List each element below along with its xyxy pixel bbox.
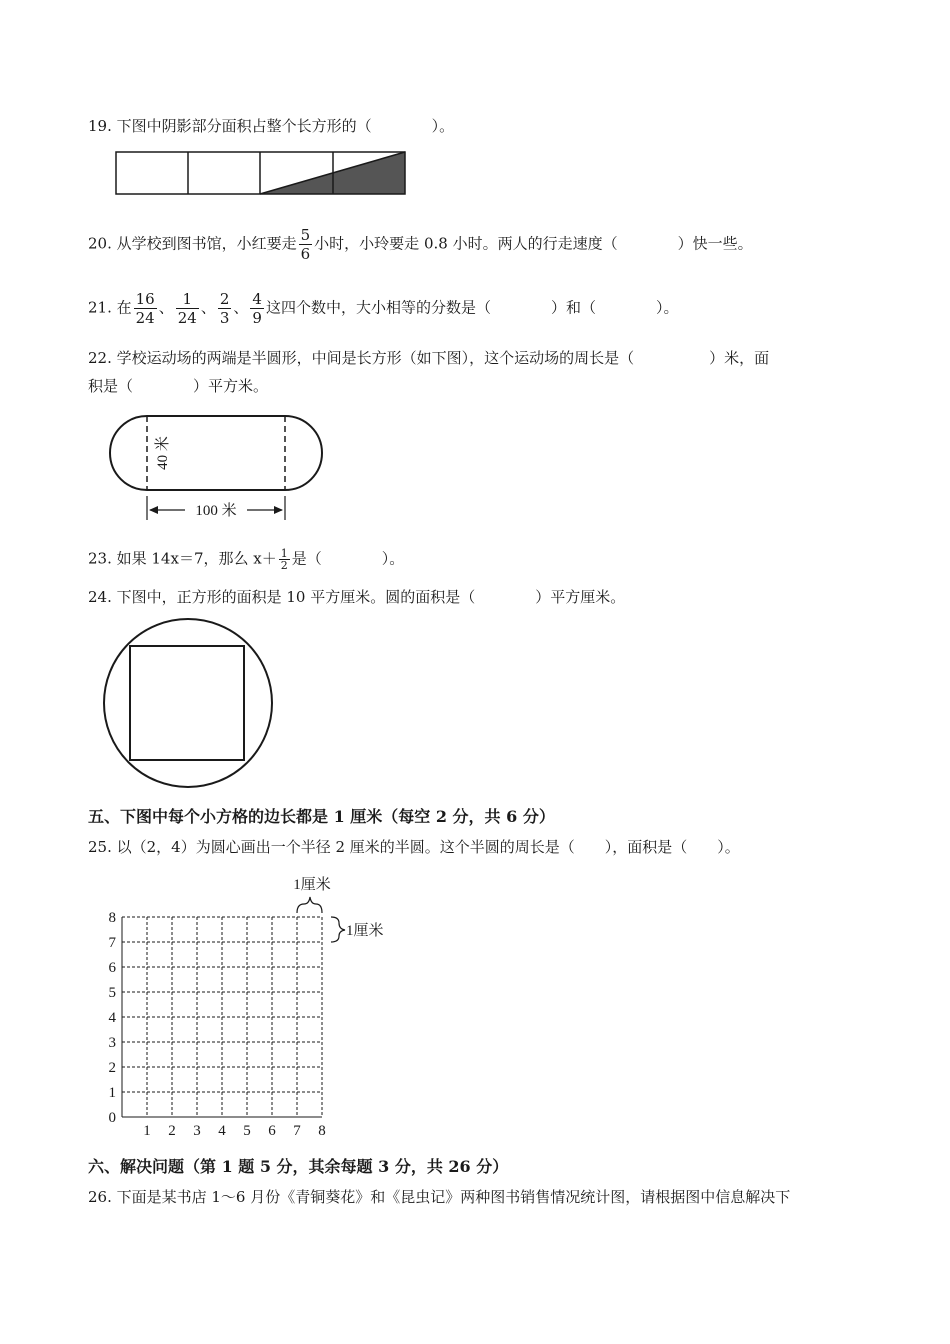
question-19: 19. 下图中阴影部分面积占整个长方形的（ ）。 (88, 117, 455, 135)
grid-x-tick-label: 7 (293, 1123, 301, 1139)
q21-sep1: 、 (158, 298, 174, 317)
q21-f2-den: 24 (177, 309, 197, 327)
grid-y-tick-label: 0 (108, 1110, 116, 1126)
q21-suffix: 这四个数中，大小相等的分数是（ ）和（ ）。 (265, 298, 679, 317)
grid-side-brace (331, 917, 345, 942)
q20-frac-num: 5 (300, 226, 311, 244)
question-26: 26. 下面是某书店 1～6 月份《青铜葵花》和《昆虫记》两种图书销售情况统计图，请根据图中信息解决下 (88, 1188, 791, 1206)
q21-f3-num: 2 (219, 290, 230, 308)
grid-x-tick-label: 3 (193, 1123, 201, 1139)
grid-top-label: 1厘米 (293, 877, 331, 893)
q21-f2-num: 1 (176, 290, 199, 309)
grid-x-tick-label: 2 (168, 1123, 176, 1139)
q23-frac-num: 1 (280, 547, 288, 560)
section-5-title: 五、下图中每个小方格的边长都是 1 厘米（每空 2 分，共 6 分） (88, 807, 555, 826)
grid-y-tick-label: 7 (108, 935, 116, 951)
question-25: 25. 以（2，4）为圆心画出一个半径 2 厘米的半圆。这个半圆的周长是（ ），面积是（ ）。 (88, 838, 740, 856)
grid-y-tick-label: 3 (108, 1035, 116, 1051)
q23-text-after: 是（ ）。 (291, 549, 405, 568)
grid-y-tick-label: 8 (108, 910, 116, 926)
q21-sep3: 、 (233, 298, 249, 317)
question-22-line2: 积是（ ）平方米。 (88, 377, 269, 395)
q20-frac-den: 6 (300, 245, 311, 263)
grid-y-tick-label: 6 (108, 960, 116, 976)
question-24: 24. 下图中，正方形的面积是 10 平方厘米。圆的面积是（ ）平方厘米。 (88, 588, 626, 606)
grid-x-tick-label: 6 (268, 1123, 276, 1139)
grid-side-label: 1厘米 (346, 923, 384, 939)
q20-text-after: 小时，小玲要走 0.8 小时。两人的行走速度（ ）快一些。 (314, 234, 753, 253)
q21-sep2: 、 (200, 298, 216, 317)
q20-text-before: 20. 从学校到图书馆，小红要走 (88, 234, 297, 253)
grid-y-tick-label: 4 (108, 1010, 116, 1026)
q22-width-label: 40 米 (155, 436, 171, 470)
q23-text-before: 23. 如果 14x＝7，那么 x＋ (88, 549, 277, 568)
section-6-title: 六、解决问题（第 1 题 5 分，其余每题 3 分，共 26 分） (88, 1157, 509, 1176)
grid-top-brace (297, 897, 322, 913)
grid-x-tick-label: 8 (318, 1123, 326, 1139)
grid-x-tick-label: 1 (143, 1123, 151, 1139)
q21-f4-den: 9 (252, 309, 262, 327)
q22-length-label: 100 米 (195, 503, 237, 519)
grid-y-tick-label: 1 (108, 1085, 116, 1101)
q21-f4-num: 4 (252, 290, 262, 308)
q21-f1-num: 16 (135, 290, 155, 308)
q21-prefix: 21. 在 (88, 298, 132, 317)
grid-y-tick-label: 5 (108, 985, 116, 1001)
q21-f3-den: 3 (219, 309, 230, 327)
question-22-line1: 22. 学校运动场的两端是半圆形，中间是长方形（如下图），这个运动场的周长是（ ）米，面 (88, 349, 770, 367)
q21-f1-den: 24 (135, 309, 155, 327)
grid-x-tick-label: 4 (218, 1123, 226, 1139)
grid-x-tick-label: 5 (243, 1123, 251, 1139)
grid-y-tick-label: 2 (108, 1060, 116, 1076)
q23-frac-den: 2 (280, 559, 288, 572)
